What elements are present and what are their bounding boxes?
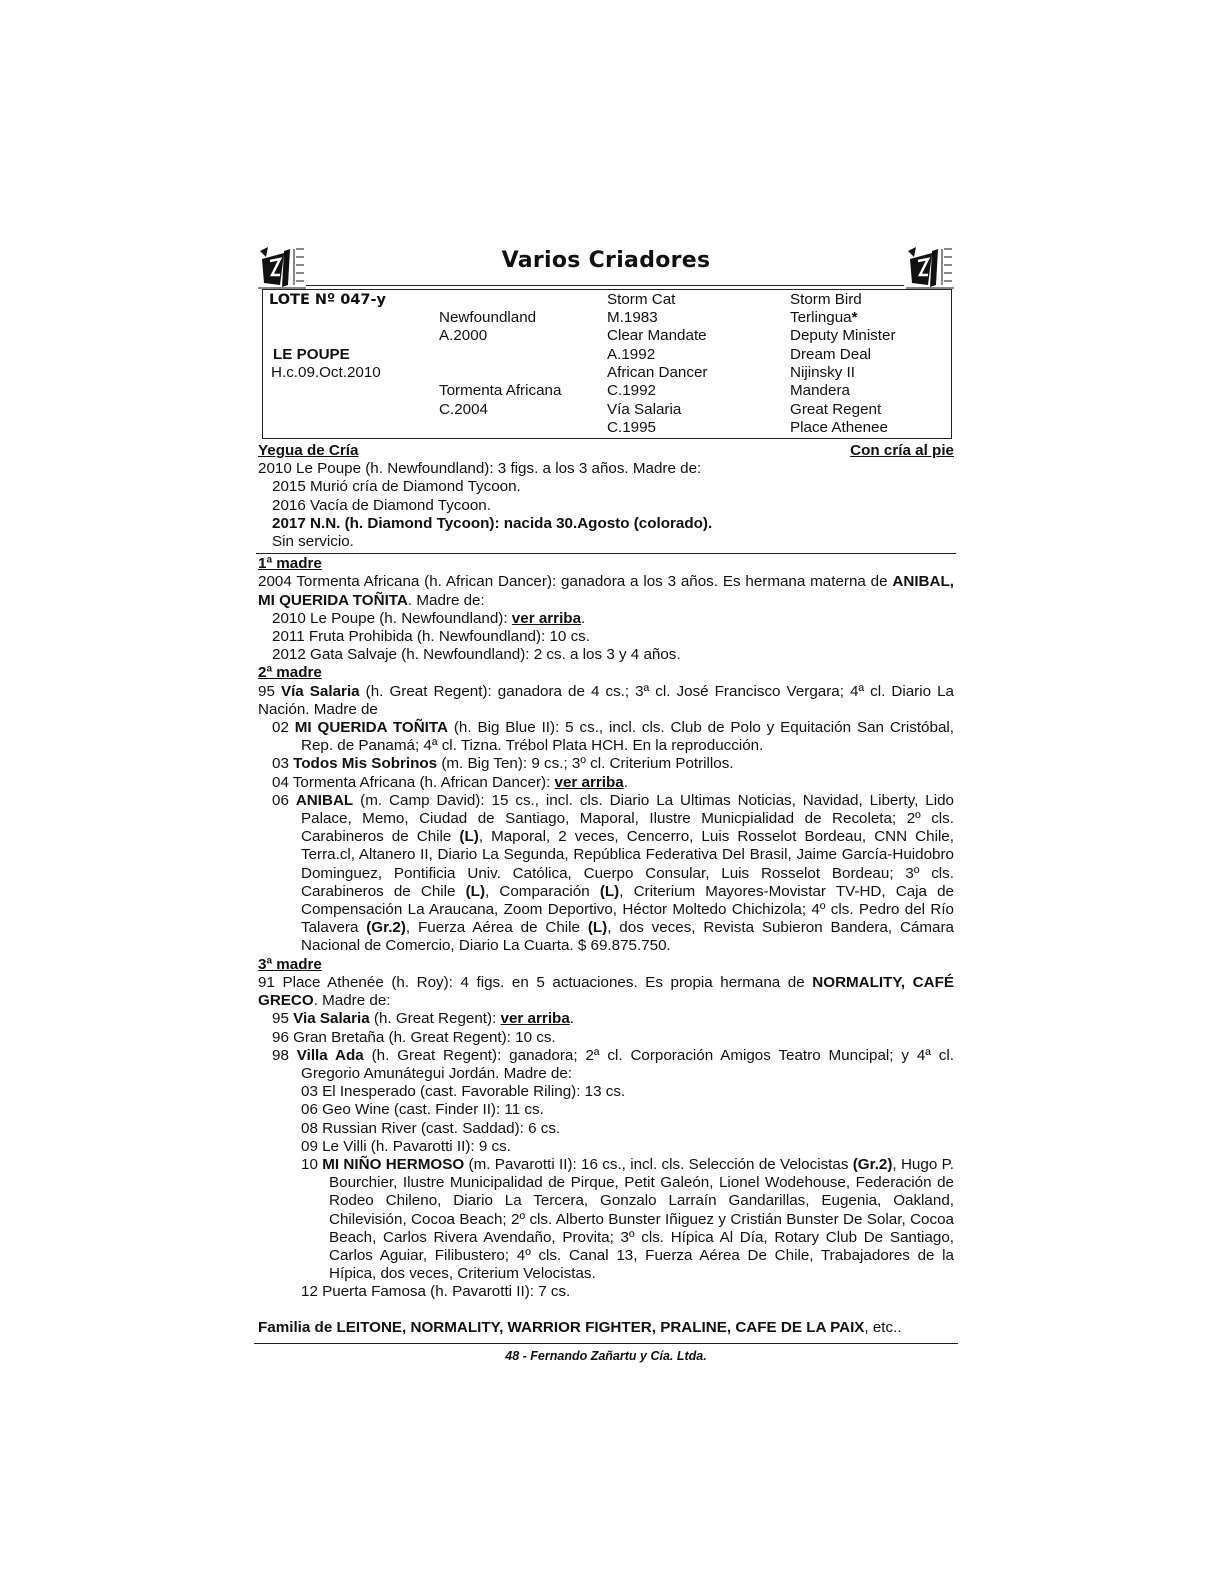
great-grandparent: Dream Deal xyxy=(790,346,872,363)
grandsire: African Dancer xyxy=(607,364,708,381)
granddam: Clear Mandate xyxy=(607,327,707,344)
great-grandparent: Terlingua* xyxy=(790,309,858,326)
great-grandparent: Mandera xyxy=(790,382,850,399)
list-item: 10 MI NIÑO HERMOSO (m. Pavarotti II): 16 cs., incl. cls. Selección de Velocistas (Gr.2), Hugo P. Bourchier, Ilustre Municipalidad de Pirque, Petit Galeón, Lionel Wodehouse, Federación de Rodeo Chileno, Diario La Tercera, Gonzalo Larraín Gandarillas, Eugenia, Oakland, Chilevisión, Cocoa Beach; 2º cls. Alberto Bunster Iñiguez y Cristián Bunster De Solar, Cocoa Beach, Carlos Rivera Avendaño, Provita; 3º cls. Hípica Al Día, Rotary Club De Santiago, Carlos Aguiar, Filibustero; 4º cls. Canal 13, Fuerza Aérea De Chile, Trabajadores de la Hípica, dos veces, Criterium Velocistas. xyxy=(301,1155,954,1283)
dam: Tormenta Africana xyxy=(439,382,562,399)
list-item: 02 MI QUERIDA TOÑITA (h. Big Blue II): 5 cs., incl. cls. Club de Polo y Equitación San Cristóbal, Rep. de Panamá; 4ª cl. Tizna. Trébol Plata HCH. En la reproducción. xyxy=(272,719,954,755)
list-item: 2017 N.N. (h. Diamond Tycoon): nacida 30.Agosto (colorado). xyxy=(272,514,713,532)
lote-number: LOTE Nº 047-y xyxy=(269,292,386,308)
grandsire-year: M.1983 xyxy=(607,309,658,326)
yegua-heading-row xyxy=(258,442,954,460)
section-heading: 3ª madre xyxy=(258,955,322,973)
horse-name: LE POUPE xyxy=(273,346,350,363)
catalog-page xyxy=(258,243,954,1365)
pedigree-row xyxy=(263,401,951,419)
fz-logo-icon xyxy=(906,245,954,289)
section-heading: 1ª madre xyxy=(258,555,322,573)
pedigree-row xyxy=(263,346,951,364)
section-heading: 2ª madre xyxy=(258,664,322,682)
cross-reference-link[interactable]: ver arriba xyxy=(554,773,624,791)
pedigree-row xyxy=(263,382,951,400)
list-item: 2016 Vacía de Diamond Tycoon. xyxy=(272,496,491,514)
pedigree-row xyxy=(263,419,951,437)
list-item: 03 Todos Mis Sobrinos (m. Big Ten): 9 cs.; 3º cl. Criterium Potrillos. xyxy=(272,755,734,773)
granddam: Vía Salaria xyxy=(607,401,682,418)
list-item: 08 Russian River (cast. Saddad): 6 cs. xyxy=(301,1119,561,1137)
cross-reference-link[interactable]: ver arriba xyxy=(500,1010,570,1028)
sire-year: A.2000 xyxy=(439,327,488,344)
paragraph: 91 Place Athenée (h. Roy): 4 figs. en 5 actuaciones. Es propia hermana de NORMALITY, CAFÉ GRECO. Madre de: xyxy=(258,973,954,1010)
granddam-year: C.1995 xyxy=(607,419,656,436)
list-item: 95 Via Salaria (h. Great Regent): ver arriba. xyxy=(272,1010,574,1028)
section-heading: Yegua de Cría xyxy=(258,442,359,459)
page-header xyxy=(258,243,954,289)
horse-birth: H.c.09.Oct.2010 xyxy=(271,364,381,381)
list-item: 98 Villa Ada (h. Great Regent): ganadora; 2ª cl. Corporación Amigos Teatro Muncipal; y 4ª cl. Gregorio Amunátegui Jordán. Madre de: xyxy=(272,1046,954,1082)
great-grandparent: Deputy Minister xyxy=(790,327,896,344)
list-item: 96 Gran Bretaña (h. Great Regent): 10 cs. xyxy=(272,1028,556,1046)
status-label: Con cría al pie xyxy=(850,442,954,459)
pedigree-table xyxy=(262,289,952,439)
dam-year: C.2004 xyxy=(439,401,488,418)
list-item: 12 Puerta Famosa (h. Pavarotti II): 7 cs. xyxy=(301,1283,571,1301)
page-title: Varios Criadores xyxy=(501,248,711,273)
list-item: 03 El Inesperado (cast. Favorable Riling): 13 cs. xyxy=(301,1083,626,1101)
cross-reference-link[interactable]: ver arriba xyxy=(511,609,582,627)
great-grandparent: Place Athenee xyxy=(790,419,888,436)
section-divider xyxy=(256,553,956,554)
pedigree-row xyxy=(263,327,951,345)
family-line: Familia de LEITONE, NORMALITY, WARRIOR FIGHTER, PRALINE, CAFE DE LA PAIX, etc.. xyxy=(258,1318,902,1336)
footer-rule xyxy=(254,1343,958,1344)
list-item: 06 ANIBAL (m. Camp David): 15 cs., incl. cls. Diario La Ultimas Noticias, Navidad, Liberty, Lido Palace, Memo, Ciudad de Santiago, Maporal, Ilustre Municpialidad de Recoleta; 2º cls. Carabineros de Chile (L), Maporal, 2 veces, Cencerro, Luis Rosselot Bordeau, CNN Chile, Terra.cl, Altanero II, Diario La Segunda, República Federativa Del Brasil, Jaime García-Huidobro Dominguez, Pontificia Univ. Católica, Cuerpo Consular, Luis Rosselot Bordeau; 3º cls. Carabineros de Chile (L), Comparación (L), Criterium Mayores-Movistar TV-HD, Caja de Compensación La Araucana, Zoom Deportivo, Héctor Moltedo Chichizola; 4º cls. Pedro del Río Talavera (Gr.2), Fuerza Aérea de Chile (L), dos veces, Revista Subieron Bandera, Cámara Nacional de Comercio, Diario La Cuarta. $ 69.875.750. xyxy=(272,791,954,955)
paragraph: 95 Vía Salaria (h. Great Regent): ganadora de 4 cs.; 3ª cl. José Francisco Vergara; 4ª cl. Diario La Nación. Madre de xyxy=(258,682,954,718)
list-item: 2012 Gata Salvaje (h. Newfoundland): 2 cs. a los 3 y 4 años. xyxy=(272,646,681,664)
list-item: 04 Tormenta Africana (h. African Dancer): ver arriba. xyxy=(272,773,628,791)
list-item: 2015 Murió cría de Diamond Tycoon. xyxy=(272,478,521,496)
list-item: 09 Le Villi (h. Pavarotti II): 9 cs. xyxy=(301,1137,511,1155)
granddam-year: A.1992 xyxy=(607,346,656,363)
header-rule xyxy=(306,285,904,286)
list-item: Sin servicio. xyxy=(272,533,354,551)
grandsire: Storm Cat xyxy=(607,291,676,308)
page-footer: 48 - Fernando Zañartu y Cía. Ltda. xyxy=(505,1348,707,1363)
great-grandparent: Great Regent xyxy=(790,401,882,418)
list-item: 2010 Le Poupe (h. Newfoundland): ver arriba. xyxy=(272,609,586,627)
list-item: 06 Geo Wine (cast. Finder II): 11 cs. xyxy=(301,1101,544,1119)
sire: Newfoundland xyxy=(439,309,537,326)
grandsire-year: C.1992 xyxy=(607,382,656,399)
paragraph: 2010 Le Poupe (h. Newfoundland): 3 figs. a los 3 años. Madre de: xyxy=(258,460,702,478)
pedigree-row xyxy=(263,364,951,382)
list-item: 2011 Fruta Prohibida (h. Newfoundland): 10 cs. xyxy=(272,628,590,646)
pedigree-row xyxy=(263,309,951,327)
great-grandparent: Storm Bird xyxy=(790,291,862,308)
great-grandparent: Nijinsky II xyxy=(790,364,855,381)
paragraph: 2004 Tormenta Africana (h. African Dancer): ganadora a los 3 años. Es hermana materna de ANIBAL, MI QUERIDA TOÑITA. Madre de: xyxy=(258,573,954,609)
pedigree-row xyxy=(263,291,951,309)
